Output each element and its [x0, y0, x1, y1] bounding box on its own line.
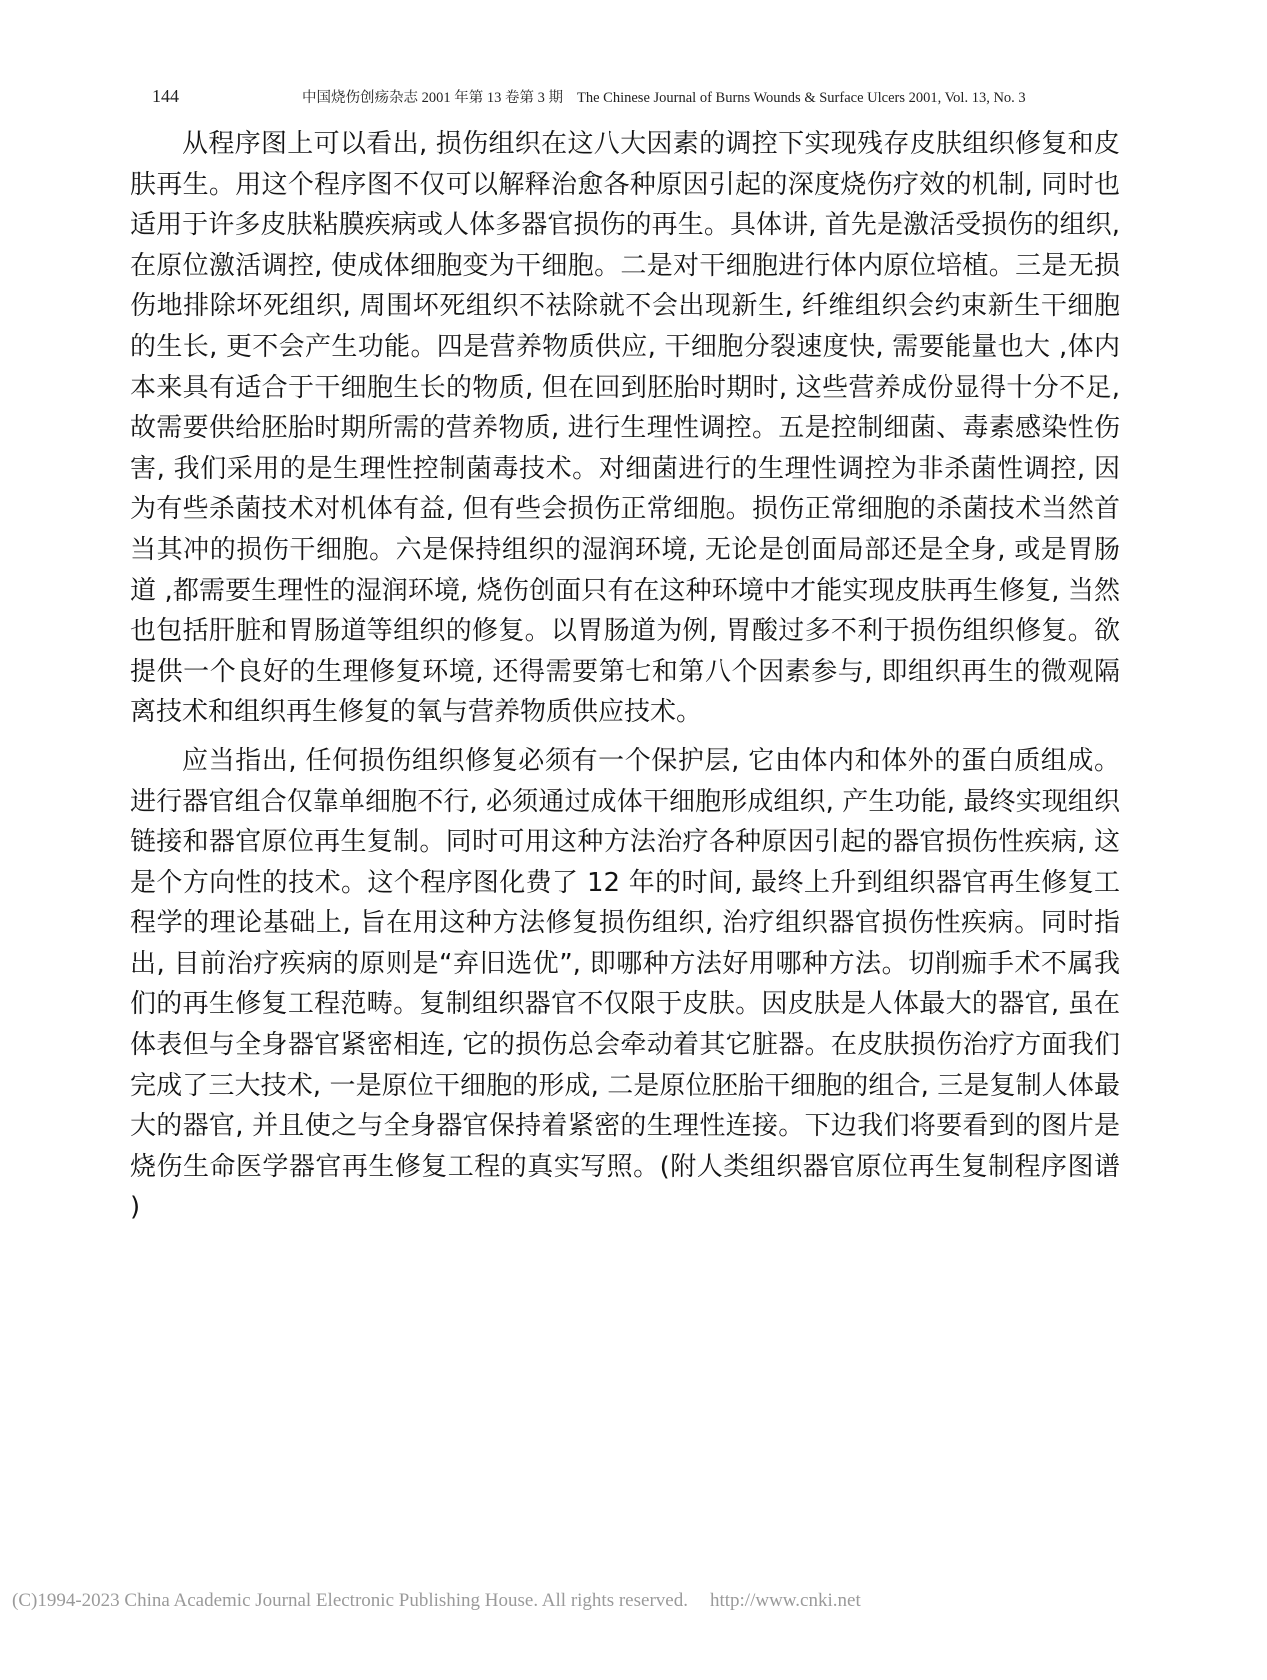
cnki-link[interactable]: http://www.cnki.net — [709, 1590, 861, 1611]
body-paragraph-1: 从程序图上可以看出, 损伤组织在这八大因素的调控下实现残存皮肤组织修复和皮肤再生。用这个程序图不仅可以解释治愈各种原因引起的深度烧伤疗效的机制, 同时也适用于许多皮肤粘膜疾病或人体多器官损伤的再生。具体讲, 首先是激活受损伤的组织, 在原位激活调控, 使成体细胞变为干细胞。二是对干细胞进行体内原位培植。三是无损伤地排除坏死组织, 周围坏死组织不祛除就不会出现新生, 纤维组织会约束新生干细胞的生长, 更不会产生功能。四是营养物质供应, 干细胞分裂速度快, 需要能量也大 ,体内本来具有适合于干细胞生长的物质, 但在回到胚胎时期时, 这些营养成份显得十分不足, 故需要供给胚胎时期所需的营养物质, 进行生理性调控。五是控制细菌、毒素感染性伤害, 我们采用的是生理性控制菌毒技术。对细菌进行的生理性调控为非杀菌性调控, 因为有些杀菌技术对机体有益, 但有些会损伤正常细胞。损伤正常细胞的杀菌技术当然首当其冲的损伤干细胞。六是保持组织的湿润环境, 无论是创面局部还是全身, 或是胃肠道 ,都需要生理性的湿润环境, 烧伤创面只有在这种环境中才能实现皮肤再生修复, 当然也包括肝脏和胃肠道等组织的修复。以胃肠道为例, 胃酸过多不利于损伤组织修复。欲提供一个良好的生理修复环境, 还得需要第七和第八个因素参与, 即组织再生的微观隔离技术和组织再生修复的氧与营养物质供应技术。 — [130, 129, 1120, 728]
running-header — [152, 82, 1118, 110]
body-paragraph-2: 应当指出, 任何损伤组织修复必须有一个保护层, 它由体内和体外的蛋白质组成。进行器官组合仅靠单细胞不行, 必须通过成体干细胞形成组织, 产生功能, 最终实现组织链接和器官原位再生复制。同时可用这种方法治疗各种原因引起的器官损伤性疾病, 这是个方向性的技术。这个程序图化费了 12 年的时间, 最终上升到组织器官再生修复工程学的理论基础上, 旨在用这种方法修复损伤组织, 治疗组织器官损伤性疾病。同时指出, 目前治疗疾病的原则是“弃旧选优”, 即哪种方法好用哪种方法。切削痂手术不属我们的再生修复工程范畴。复制组织器官不仅限于皮肤。因皮肤是人体最大的器官, 虽在体表但与全身器官紧密相连, 它的损伤总会牵动着其它脏器。在皮肤损伤治疗方面我们完成了三大技术, 一是原位干细胞的形成, 二是原位胚胎干细胞的组合, 三是复制人体最大的器官, 并且使之与全身器官保持着紧密的生理性连接。下边我们将要看到的图片是烧伤生命医学器官再生修复工程的真实写照。(附人类组织器官原位再生复制程序图谱 ) — [130, 745, 1120, 1223]
journal-title-chinese: 中国烧伤创疡杂志 2001 年第 13 卷第 3 期 — [302, 90, 563, 106]
journal-title-english: The Chinese Journal of Burns Wounds & Surface Ulcers 2001, Vol. 13, No. 3 — [577, 90, 1026, 106]
article-body — [130, 124, 1120, 1228]
journal-citation — [302, 86, 1026, 107]
copyright-notice: (C)1994-2023 China Academic Journal Electronic Publishing House. All rights reserved. — [12, 1590, 688, 1611]
page-number: 144 — [152, 86, 179, 106]
copyright-footer — [12, 1590, 1252, 1612]
